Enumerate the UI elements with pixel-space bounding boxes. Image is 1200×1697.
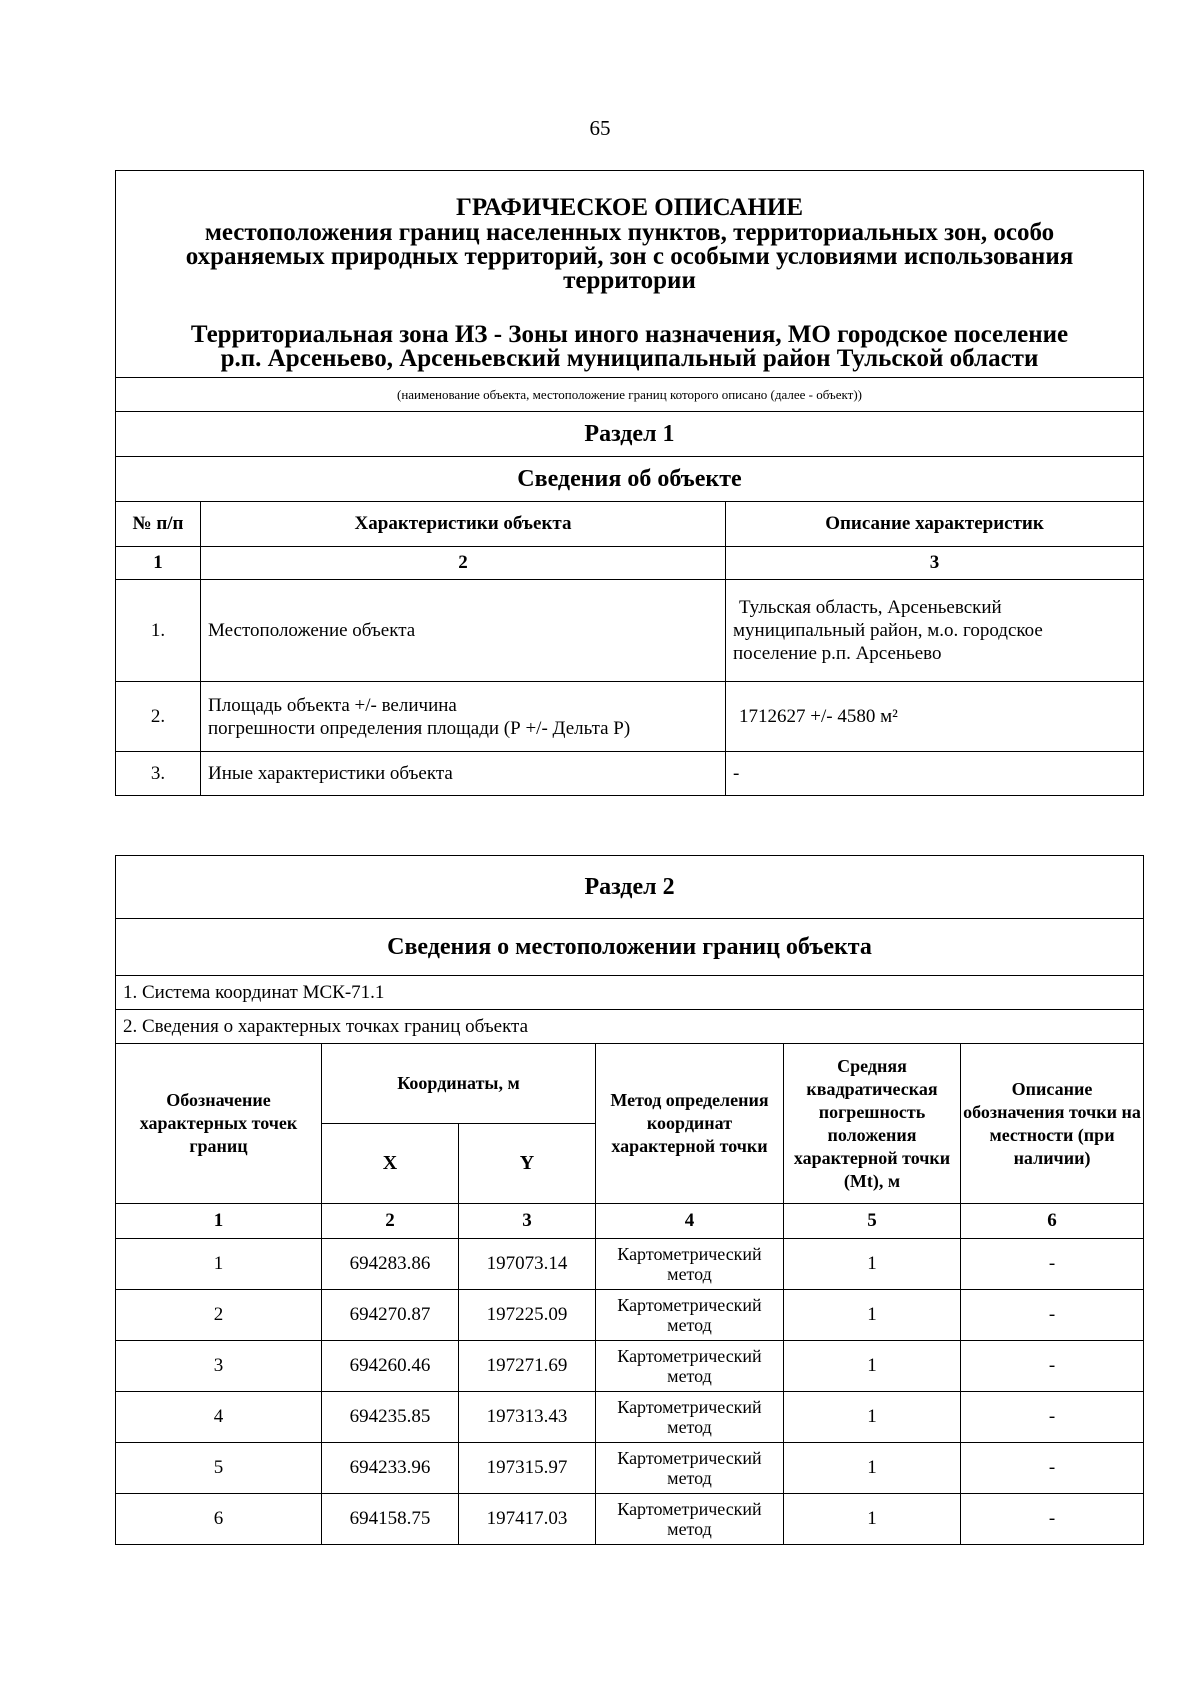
document-subtitle-line1: местоположения границ населенных пунктов, территориальных зон, особо	[204, 219, 1055, 246]
document-header	[116, 171, 1144, 378]
section1-table	[115, 170, 1144, 796]
point-mt: 1	[784, 1494, 961, 1545]
method-line: Картометрический	[617, 1499, 762, 1519]
point-y: 197417.03	[459, 1494, 596, 1545]
row-desc-line: 1712627 +/- 4580 м²	[739, 706, 898, 727]
point-x: 694158.75	[322, 1494, 459, 1545]
row-num: 3.	[116, 752, 201, 796]
point-id: 1	[116, 1239, 322, 1290]
point-desc: -	[961, 1494, 1144, 1545]
point-method	[596, 1494, 784, 1545]
zone-name-line2: р.п. Арсеньево, Арсеньевский муниципальный район Тульской области	[220, 345, 1039, 372]
point-desc: -	[961, 1392, 1144, 1443]
method-line: метод	[667, 1468, 712, 1488]
method-line: метод	[667, 1417, 712, 1437]
row-name	[201, 752, 726, 796]
point-id: 5	[116, 1443, 322, 1494]
table-row	[116, 1494, 1144, 1545]
row-name-line: Иные характеристики объекта	[208, 763, 453, 784]
col-header-method: Метод определения координат характерной точки	[596, 1044, 784, 1204]
section1-subtitle: Сведения об объекте	[116, 457, 1144, 502]
section2-title: Раздел 2	[116, 856, 1144, 919]
row-name-line: погрешности определения площади (Р +/- Дельта Р)	[208, 717, 631, 739]
row-name-line: Местоположение объекта	[208, 620, 416, 641]
point-id: 2	[116, 1290, 322, 1341]
point-desc: -	[961, 1239, 1144, 1290]
section1-title: Раздел 1	[116, 412, 1144, 457]
table-row	[116, 1290, 1144, 1341]
point-method	[596, 1239, 784, 1290]
col-header-characteristics: Характеристики объекта	[201, 502, 726, 547]
method-line: Картометрический	[617, 1244, 762, 1264]
point-y: 197271.69	[459, 1341, 596, 1392]
method-line: Картометрический	[617, 1448, 762, 1468]
method-line: Картометрический	[617, 1397, 762, 1417]
col-number: 2	[201, 547, 726, 580]
col-number: 6	[961, 1204, 1144, 1239]
col-header-x: X	[322, 1124, 459, 1204]
point-id: 6	[116, 1494, 322, 1545]
point-method	[596, 1392, 784, 1443]
point-id: 3	[116, 1341, 322, 1392]
point-x: 694270.87	[322, 1290, 459, 1341]
point-y: 197225.09	[459, 1290, 596, 1341]
point-x: 694233.96	[322, 1443, 459, 1494]
table-row	[116, 1239, 1144, 1290]
row-name	[201, 580, 726, 682]
method-line: Картометрический	[617, 1295, 762, 1315]
table-row	[116, 1443, 1144, 1494]
method-line: метод	[667, 1264, 712, 1284]
table-row	[116, 1341, 1144, 1392]
document-title: ГРАФИЧЕСКОЕ ОПИСАНИЕ	[455, 194, 804, 221]
point-x: 694260.46	[322, 1341, 459, 1392]
table-row	[116, 682, 1144, 752]
table-row	[116, 580, 1144, 682]
coord-system: 1. Система координат МСК-71.1	[116, 976, 1144, 1010]
point-mt: 1	[784, 1239, 961, 1290]
point-mt: 1	[784, 1341, 961, 1392]
col-number: 5	[784, 1204, 961, 1239]
col-number: 3	[459, 1204, 596, 1239]
method-line: метод	[667, 1366, 712, 1386]
col-header-num: № п/п	[116, 502, 201, 547]
table-row	[116, 752, 1144, 796]
point-y: 197313.43	[459, 1392, 596, 1443]
point-method	[596, 1341, 784, 1392]
col-header-error: Средняя квадратическая погрешность положения характерной точки (Mt), м	[784, 1044, 961, 1204]
point-id: 4	[116, 1392, 322, 1443]
point-x: 694283.86	[322, 1239, 459, 1290]
row-name-line: Площадь объекта +/- величина	[208, 694, 457, 716]
object-note: (наименование объекта, местоположение границ которого описано (далее - объект))	[116, 378, 1144, 412]
row-desc-line: -	[733, 763, 740, 784]
col-number: 3	[726, 547, 1144, 580]
document-subtitle-line2: охраняемых природных территорий, зон с особыми условиями использования	[185, 243, 1074, 270]
col-header-description: Описание характеристик	[726, 502, 1144, 547]
point-mt: 1	[784, 1392, 961, 1443]
page-number: 65	[589, 116, 611, 140]
zone-name-line1: Территориальная зона ИЗ - Зоны иного назначения, МО городское поселение	[190, 321, 1069, 348]
section2-table	[115, 855, 1144, 1545]
table-row	[116, 1392, 1144, 1443]
col-header-y: Y	[459, 1124, 596, 1204]
point-desc: -	[961, 1443, 1144, 1494]
row-num: 2.	[116, 682, 201, 752]
point-desc: -	[961, 1341, 1144, 1392]
method-line: метод	[667, 1315, 712, 1335]
point-method	[596, 1290, 784, 1341]
col-number: 2	[322, 1204, 459, 1239]
point-x: 694235.85	[322, 1392, 459, 1443]
row-desc	[726, 752, 1144, 796]
point-mt: 1	[784, 1290, 961, 1341]
document-subtitle-line3: территории	[563, 267, 696, 294]
row-desc	[726, 682, 1144, 752]
point-method	[596, 1443, 784, 1494]
method-line: метод	[667, 1519, 712, 1539]
col-number: 1	[116, 1204, 322, 1239]
col-header-coordinates: Координаты, м	[322, 1044, 596, 1124]
method-line: Картометрический	[617, 1346, 762, 1366]
col-header-point: Обозначение характерных точек границ	[116, 1044, 322, 1204]
point-y: 197315.97	[459, 1443, 596, 1494]
point-mt: 1	[784, 1443, 961, 1494]
col-number: 4	[596, 1204, 784, 1239]
row-num: 1.	[116, 580, 201, 682]
points-info: 2. Сведения о характерных точках границ объекта	[116, 1010, 1144, 1044]
row-name	[201, 682, 726, 752]
point-desc: -	[961, 1290, 1144, 1341]
col-number: 1	[116, 547, 201, 580]
row-desc	[726, 580, 1144, 682]
row-desc-line: Тульская область, Арсеньевский	[739, 597, 1002, 618]
col-header-description: Описание обозначения точки на местности (при наличии)	[961, 1044, 1144, 1204]
row-desc-line: поселение р.п. Арсеньево	[733, 643, 942, 664]
point-y: 197073.14	[459, 1239, 596, 1290]
row-desc-line: муниципальный район, м.о. городское	[733, 620, 1043, 641]
section2-subtitle: Сведения о местоположении границ объекта	[116, 919, 1144, 976]
